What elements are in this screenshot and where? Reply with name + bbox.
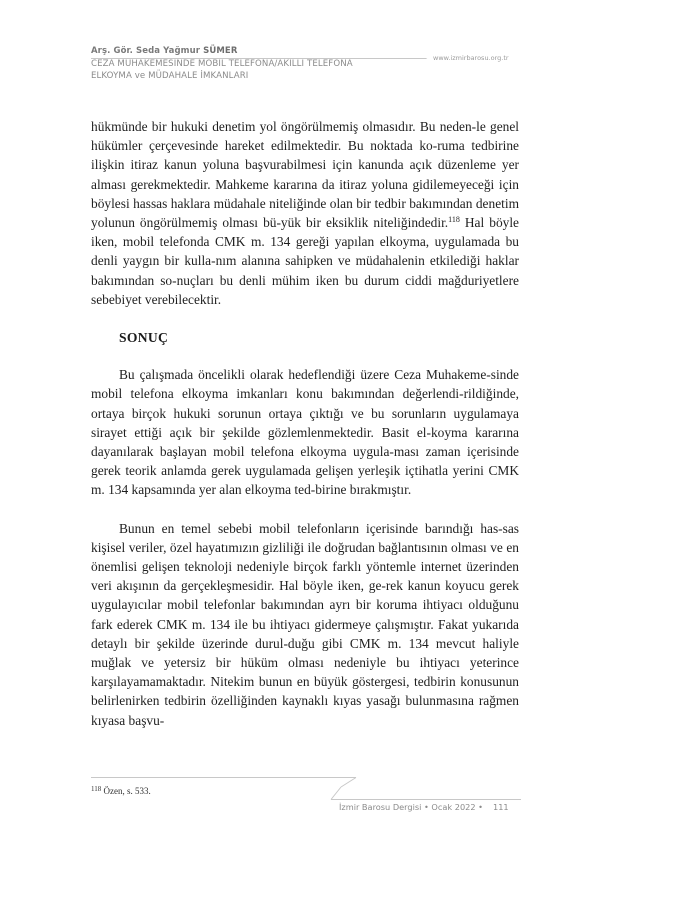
footnote-reference[interactable]: 118 xyxy=(448,215,460,225)
paragraph: Bu çalışmada öncelikli olarak hedeflendiği üzere Ceza Muhakeme-sinde mobil telefona elkoyma imkanları konu bakımından değerlendi-rildiğinde, ortaya birçok hukuki sorunun ortaya çıktığı ve bu sorunların uygulamaya sirayet ettiği açık bir şekilde gözlemlenmektedir. Basit el-koyma kararına dayanılarak başlayan mobil telefona elkoyma uygula-ması zaman içerisinde gerek teorik anlamda gerek uygulamada gelişen yerleşik içtihatla yerini CMK m. 134 kapsamında yer alan elkoyma ted-birine bırakmıştır. xyxy=(91,367,519,498)
article-body xyxy=(91,117,519,730)
page-footer xyxy=(339,802,509,812)
article-title-line-2: ELKOYMA ve MÜDAHALE İMKANLARI xyxy=(91,71,249,81)
journal-name: İzmir Barosu Dergisi • Ocak 2022 • xyxy=(339,802,484,812)
footnote-number: 118 xyxy=(91,785,102,793)
footnote xyxy=(91,786,151,796)
section-heading: SONUÇ xyxy=(119,330,169,346)
paragraph-text: hükmünde bir hukuki denetim yol öngörülmemiş olmasıdır. Bu neden-le genel hükümler çerçevesinde hareket edilmektedir. Bu noktada ko-ruma tedbirine ilişkin itiraz kanun yoluna başvurabilmesi için kanunda açık düzenleme yer alması gerekmektedir. Mahkeme kararına da itiraz yoluna gidilemeyeceği için böylesi hassas haklara müdahale niteliğinde olan bir tedbir bakımından denetim yolunun öngörülmemiş olması bü-yük bir eksiklik niteliğindedir. xyxy=(91,119,519,231)
paragraph: Bunun en temel sebebi mobil telefonların içerisinde barındığı has-sas kişisel veriler, özel hayatımızın gizliliği ile doğrudan bağlantısının olması ve en önemlisi gelişen teknoloji nedeniyle birçok farklı yöntemle internet üzerinden veri akışının da gerçekleşmesidir. Hal böyle iken, ge-rek kanun koyucu gerek uygulayıcılar mobil telefonlar bakımından ayrı bir koruma ihtiyacı olduğunu fark ederek CMK m. 134 ile bu ihtiyacı gidermeye çalışmıştır. Fakat yukarıda detaylı bir şekilde üzerinde durul-duğu gibi CMK m. 134 mevcut haliyle muğlak ve yetersiz bir hüküm olması nedeniyle bu ihtiyacı yeterince karşılayamamaktadır. Nitekim bunun en büyük göstergesi, tedbirin konusunun belirlenirken tedbirin özelliğinden kaynaklı kıyas yasağı bulunmasına rağmen kıyasa başvu- xyxy=(91,520,519,728)
author-prefix: Arş. Gör. Seda Yağmur xyxy=(91,46,201,56)
footnote-text: Özen, s. 533. xyxy=(101,786,151,796)
website-link[interactable]: www.izmirbarosu.org.tr xyxy=(433,54,509,62)
paragraph-text: Hal böyle iken, mobil telefonda CMK m. 134 gereği yapılan elkoyma, uygulamada bu denli yaygın bir kulla-nım alanına sahipken ve müdahalenin etkilediği haklar bakımından so-nuçları bu denli mühim iken bu durum ciddi mağduriyetlere sebebiyet verebilecektir. xyxy=(91,215,519,307)
page-number: 111 xyxy=(493,802,509,812)
article-title-line-1: CEZA MUHAKEMESİNDE MOBİL TELEFONA/AKILLI TELEFONA xyxy=(91,59,353,69)
header-rule xyxy=(91,58,386,59)
paragraph-continued xyxy=(91,117,519,309)
author-surname: SÜMER xyxy=(203,46,238,56)
